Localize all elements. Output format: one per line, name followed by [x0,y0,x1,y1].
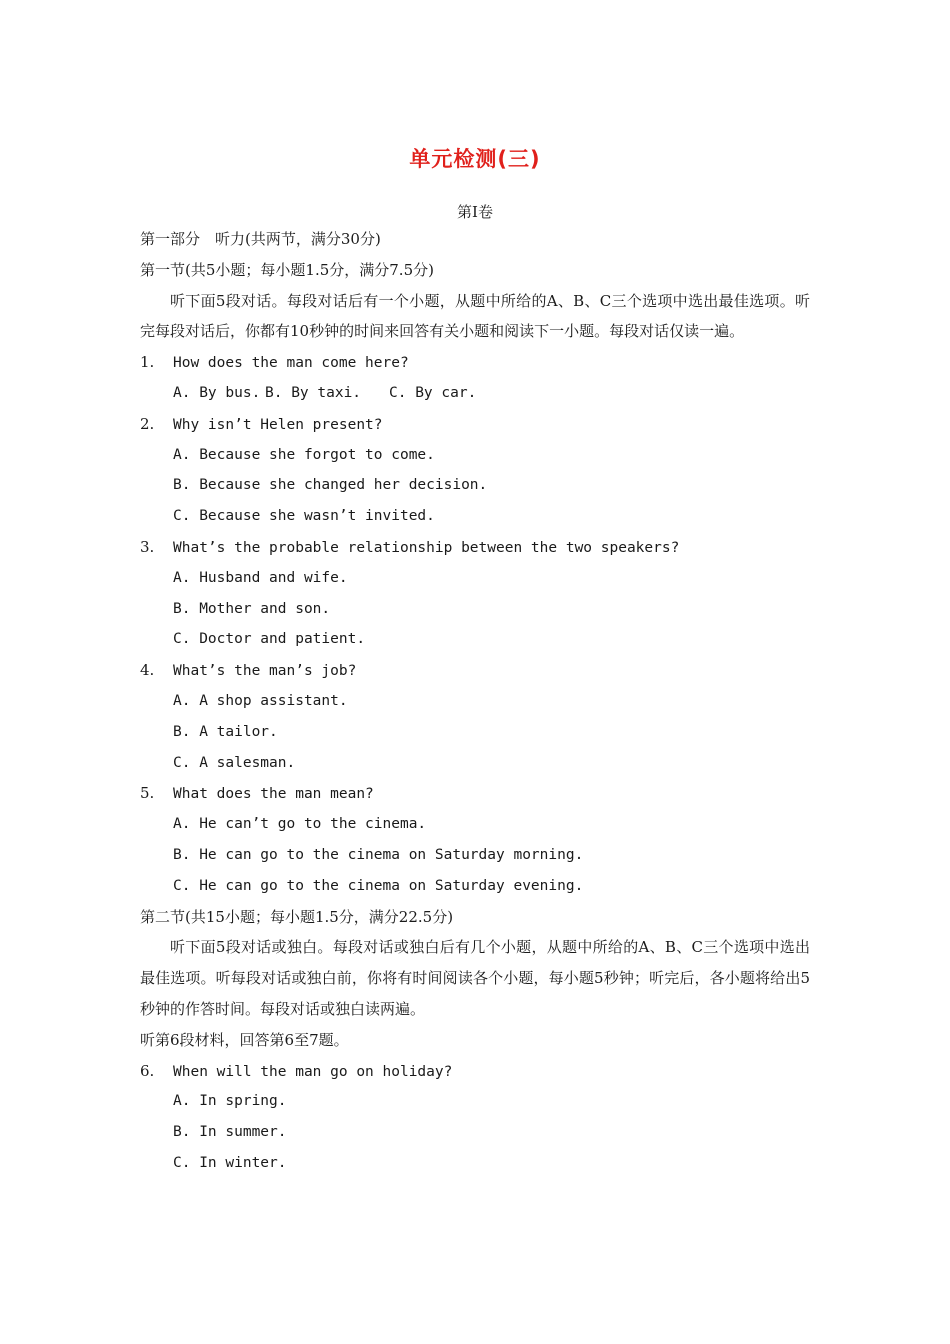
section-heading: 第二节(共15小题；每小题1.5分，满分22.5分) [140,907,454,926]
question-number: 4. [140,661,155,680]
question [140,532,810,563]
option-a: A. Because she forgot to come. [173,446,435,463]
section-instructions: 听下面5段对话。每段对话后有一个小题，从题中所给的A、B、C三个选项中选出最佳选项。听完每段对话后，你都有10秒钟的时间来回答有关小题和阅读下一小题。每段对话仅读一遍。 [140,291,810,341]
question-text: What’s the probable relationship between the two speakers? [173,539,680,556]
question-number: 2. [140,414,155,433]
section-instructions: 听下面5段对话或独白。每段对话或独白后有几个小题，从题中所给的A、B、C三个选项中选出最佳选项。听每段对话或独白前，你将有时间阅读各个小题，每小题5秒钟；听完后，各小题将给出5秒钟的作答时间。每段对话或独白读两遍。 [140,938,810,1018]
option-c: C. Because she wasn’t invited. [173,508,435,525]
option-c: C. Doctor and patient. [173,631,366,648]
question-number: 5. [140,784,155,803]
option-row [140,378,810,409]
option-c: C. By car. [389,384,477,401]
document-body [140,224,810,1179]
question-number: 3. [140,537,155,556]
question-text: What’s the man’s job? [173,663,357,680]
question-text: When will the man go on holiday? [173,1063,453,1080]
option-c: C. He can go to the cinema on Saturday evening. [173,877,584,894]
material-instruction: 听第6段材料，回答第6至7题。 [140,1030,349,1049]
option-b: B. He can go to the cinema on Saturday morning. [173,846,584,863]
question [140,409,810,440]
question [140,655,810,686]
option-c: C. A salesman. [173,754,296,771]
volume-label: 第Ⅰ卷 [457,203,493,221]
question [140,778,810,809]
question-text: What does the man mean? [173,786,374,803]
question [140,1056,810,1087]
question-number: 6. [140,1061,155,1080]
option-b: B. Because she changed her decision. [173,477,488,494]
option-a: A. By bus. [173,384,261,401]
section-heading: 第一节(共5小题；每小题1.5分，满分7.5分) [140,260,434,279]
option-b: B. Mother and son. [173,600,331,617]
question-text: Why isn’t Helen present? [173,416,383,433]
question-number: 1. [140,353,155,372]
option-b: B. By taxi. [265,384,362,401]
option-b: B. A tailor. [173,723,278,740]
option-a: A. Husband and wife. [173,569,348,586]
question [140,347,810,378]
part-heading: 第一部分 听力(共两节，满分30分) [140,230,381,248]
document-title: 单元检测(三) [409,147,541,171]
option-a: A. He can’t go to the cinema. [173,816,427,833]
option-a: A. A shop assistant. [173,692,348,709]
option-a: A. In spring. [173,1093,287,1110]
option-c: C. In winter. [173,1154,287,1171]
question-text: How does the man come here? [173,355,409,372]
option-b: B. In summer. [173,1124,287,1141]
